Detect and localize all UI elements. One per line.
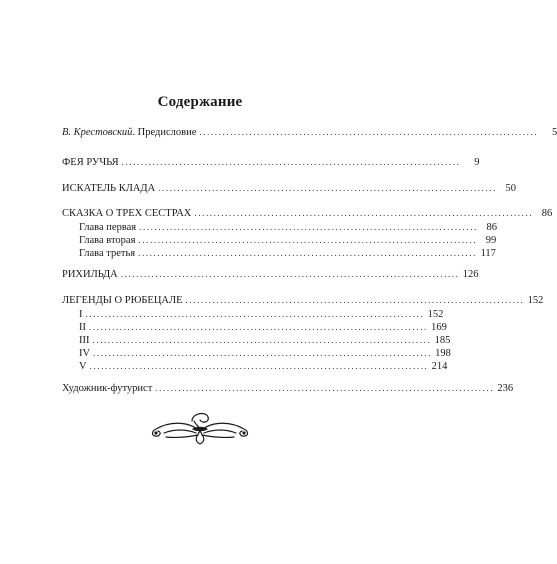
entry-label: ФЕЯ РУЧЬЯ xyxy=(62,157,119,168)
entry-label: СКАЗКА О ТРЕХ СЕСТРАХ xyxy=(62,208,192,219)
leader-dots: ........................................................................................ xyxy=(92,335,432,345)
toc-subentry xyxy=(79,247,496,260)
entry-page-number: 198 xyxy=(435,348,451,359)
entry-page-number: 117 xyxy=(480,248,496,259)
entry-author: В. Крестовский xyxy=(62,127,133,138)
toc-subentry xyxy=(79,221,497,234)
toc-entry xyxy=(62,207,553,220)
leader-dots: ........................................................................................ xyxy=(199,127,539,137)
toc-entry-preface xyxy=(62,126,557,139)
entry-page-number: 86 xyxy=(486,222,497,233)
toc-entry xyxy=(62,156,480,169)
entry-label: Глава третья xyxy=(79,248,136,259)
leader-dots: ........................................................................................ xyxy=(158,183,497,193)
leader-dots: ........................................................................................ xyxy=(121,157,461,167)
entry-label: IV xyxy=(79,348,91,359)
entry-page-number: 185 xyxy=(434,335,451,346)
toc-subentry xyxy=(79,360,448,373)
leader-dots: ........................................................................................ xyxy=(138,235,478,245)
leader-dots: ........................................................................................ xyxy=(89,322,428,332)
entry-page-number: 152 xyxy=(427,309,444,320)
page-title: Содержание xyxy=(157,94,243,110)
entry-label: III xyxy=(79,335,90,346)
entry-page-number: 5 xyxy=(551,127,557,138)
leader-dots: ........................................................................................ xyxy=(194,208,534,218)
toc-entry xyxy=(62,382,514,395)
entry-label: ИСКАТЕЛЬ КЛАДА xyxy=(62,183,156,194)
leader-dots: ........................................................................................ xyxy=(155,383,495,393)
entry-page-number: 99 xyxy=(485,235,497,246)
leader-dots: ........................................................................................ xyxy=(139,222,478,232)
leader-dots: ........................................................................................ xyxy=(185,295,525,305)
entry-label: II xyxy=(79,322,86,333)
entry-label: I xyxy=(79,309,83,320)
entry-page-number: 152 xyxy=(527,295,544,306)
toc-subentry xyxy=(79,308,444,321)
entry-page-number: 169 xyxy=(431,322,447,333)
entry-page-number: 126 xyxy=(462,269,479,280)
toc-subentry xyxy=(79,347,451,360)
leader-dots: ........................................................................................ xyxy=(85,309,425,319)
toc-subentry xyxy=(79,334,451,347)
entry-page-number: 236 xyxy=(497,383,514,394)
entry-label: Глава первая xyxy=(79,222,137,233)
entry-label: Глава вторая xyxy=(79,235,136,246)
entry-label: РИХИЛЬДА xyxy=(62,269,118,280)
entry-label: V xyxy=(79,361,87,372)
toc-entry xyxy=(62,182,516,195)
entry-label: ЛЕГЕНДЫ О РЮБЕЦАЛЕ xyxy=(62,295,183,306)
leader-dots: ........................................................................................ xyxy=(138,248,477,258)
entry-label: Художник-футурист xyxy=(62,383,153,394)
toc-subentry xyxy=(79,234,497,247)
leader-dots: ........................................................................................ xyxy=(120,269,460,279)
toc-entry xyxy=(62,294,544,307)
toc-entry xyxy=(62,268,479,281)
leader-dots: ........................................................................................ xyxy=(93,348,432,358)
entry-label xyxy=(62,127,196,139)
entry-page-number: 86 xyxy=(541,208,553,219)
entry-title: . Предисловие xyxy=(132,127,197,138)
entry-page-number: 9 xyxy=(474,157,480,168)
entry-page-number: 50 xyxy=(505,183,516,194)
entry-page-number: 214 xyxy=(431,361,448,372)
decorative-flourish-icon xyxy=(148,407,252,447)
leader-dots: ........................................................................................ xyxy=(89,361,429,371)
toc-subentry xyxy=(79,321,447,334)
